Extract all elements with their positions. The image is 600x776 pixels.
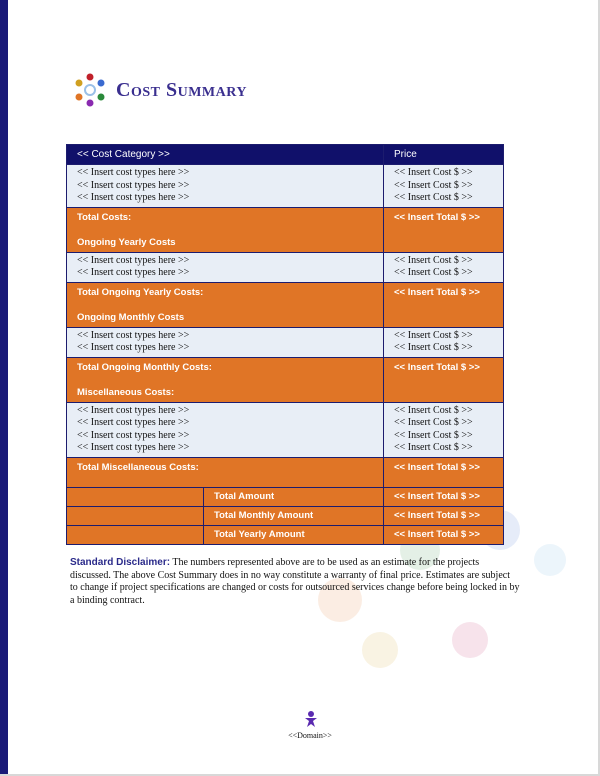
cost-type-line: << Insert cost types here >>: [77, 167, 190, 178]
summary-value: << Insert Total $ >>: [384, 525, 504, 544]
people-circle-icon: [72, 72, 108, 108]
cost-price-cell: [384, 165, 504, 208]
cost-price-cell: [384, 252, 504, 282]
summary-row: [67, 487, 504, 506]
summary-row: [67, 525, 504, 544]
cost-price-line: << Insert Cost $ >>: [394, 342, 473, 353]
cost-price-cell: [384, 402, 504, 457]
total-value: << Insert Total $ >>: [384, 457, 504, 487]
total-label: Total Costs:: [77, 211, 132, 223]
summary-label: Total Amount: [204, 487, 384, 506]
header: [72, 72, 247, 108]
cost-summary-table: [66, 144, 504, 545]
cost-items-row: [67, 165, 504, 208]
cost-price-line: << Insert Cost $ >>: [394, 442, 473, 453]
disclaimer: [70, 557, 520, 607]
cost-items-row: [67, 252, 504, 282]
cost-price-line: << Insert Cost $ >>: [394, 417, 473, 428]
section-heading: Ongoing Monthly Costs: [77, 311, 185, 323]
cost-price-line: << Insert Cost $ >>: [394, 192, 473, 203]
summary-value: << Insert Total $ >>: [384, 487, 504, 506]
cost-type-cell: [67, 165, 384, 208]
footer-domain: <<Domain>>: [288, 731, 332, 740]
cost-type-line: << Insert cost types here >>: [77, 442, 190, 453]
cost-type-cell: [67, 327, 384, 357]
total-row: [67, 207, 504, 252]
total-label-cell: [67, 357, 384, 402]
summary-label: Total Yearly Amount: [204, 525, 384, 544]
cost-price-line: << Insert Cost $ >>: [394, 254, 473, 266]
cost-price-line: << Insert Cost $ >>: [394, 404, 473, 416]
page-title: Cost Summary: [116, 78, 247, 101]
cost-items-row: [67, 327, 504, 357]
total-row: [67, 357, 504, 402]
total-value: << Insert Total $ >>: [384, 357, 504, 402]
total-label: Total Ongoing Monthly Costs:: [77, 361, 212, 373]
total-label: Total Miscellaneous Costs:: [77, 461, 199, 473]
total-row: [67, 457, 504, 487]
cost-type-line: << Insert cost types here >>: [77, 342, 190, 353]
table-header-row: [67, 145, 504, 165]
person-icon: [302, 710, 320, 728]
cost-price-cell: [384, 327, 504, 357]
disclaimer-label: Standard Disclaimer:: [70, 557, 171, 568]
cost-type-line: << Insert cost types here >>: [77, 404, 190, 416]
total-label-cell: [67, 457, 384, 487]
cost-type-line: << Insert cost types here >>: [77, 429, 190, 441]
summary-spacer: [67, 525, 204, 544]
left-accent-bar: [0, 0, 8, 776]
cost-type-cell: [67, 402, 384, 457]
cost-price-line: << Insert Cost $ >>: [394, 179, 473, 191]
cost-type-line: << Insert cost types here >>: [77, 417, 190, 428]
summary-label: Total Monthly Amount: [204, 506, 384, 525]
cost-price-line: << Insert Cost $ >>: [394, 329, 473, 341]
summary-row: [67, 506, 504, 525]
summary-value: << Insert Total $ >>: [384, 506, 504, 525]
total-row: [67, 282, 504, 327]
summary-spacer: [67, 506, 204, 525]
cost-type-cell: [67, 252, 384, 282]
summary-spacer: [67, 487, 204, 506]
total-value: << Insert Total $ >>: [384, 207, 504, 252]
section-heading: Ongoing Yearly Costs: [77, 236, 176, 248]
header-price: Price: [384, 145, 504, 165]
header-cost-category: << Cost Category >>: [67, 145, 384, 165]
cost-type-line: << Insert cost types here >>: [77, 254, 190, 266]
cost-type-line: << Insert cost types here >>: [77, 267, 190, 278]
cost-type-line: << Insert cost types here >>: [77, 192, 190, 203]
total-label-cell: [67, 282, 384, 327]
section-heading: Miscellaneous Costs:: [77, 386, 175, 398]
cost-price-line: << Insert Cost $ >>: [394, 267, 473, 278]
total-value: << Insert Total $ >>: [384, 282, 504, 327]
cost-price-line: << Insert Cost $ >>: [394, 429, 473, 441]
cost-type-line: << Insert cost types here >>: [77, 179, 190, 191]
disclaimer-text: The numbers represented above are to be used as an estimate for the projects discussed. The above Cost Summary does in no way constitute a warranty of final price. Estimates are subject to change if project specifications are changed or costs for outsourced services change before being locked in by a binding contract.: [70, 557, 520, 606]
total-label: Total Ongoing Yearly Costs:: [77, 286, 204, 298]
cost-price-line: << Insert Cost $ >>: [394, 167, 473, 178]
total-label-cell: [67, 207, 384, 252]
cost-items-row: [67, 402, 504, 457]
cost-type-line: << Insert cost types here >>: [77, 329, 190, 341]
